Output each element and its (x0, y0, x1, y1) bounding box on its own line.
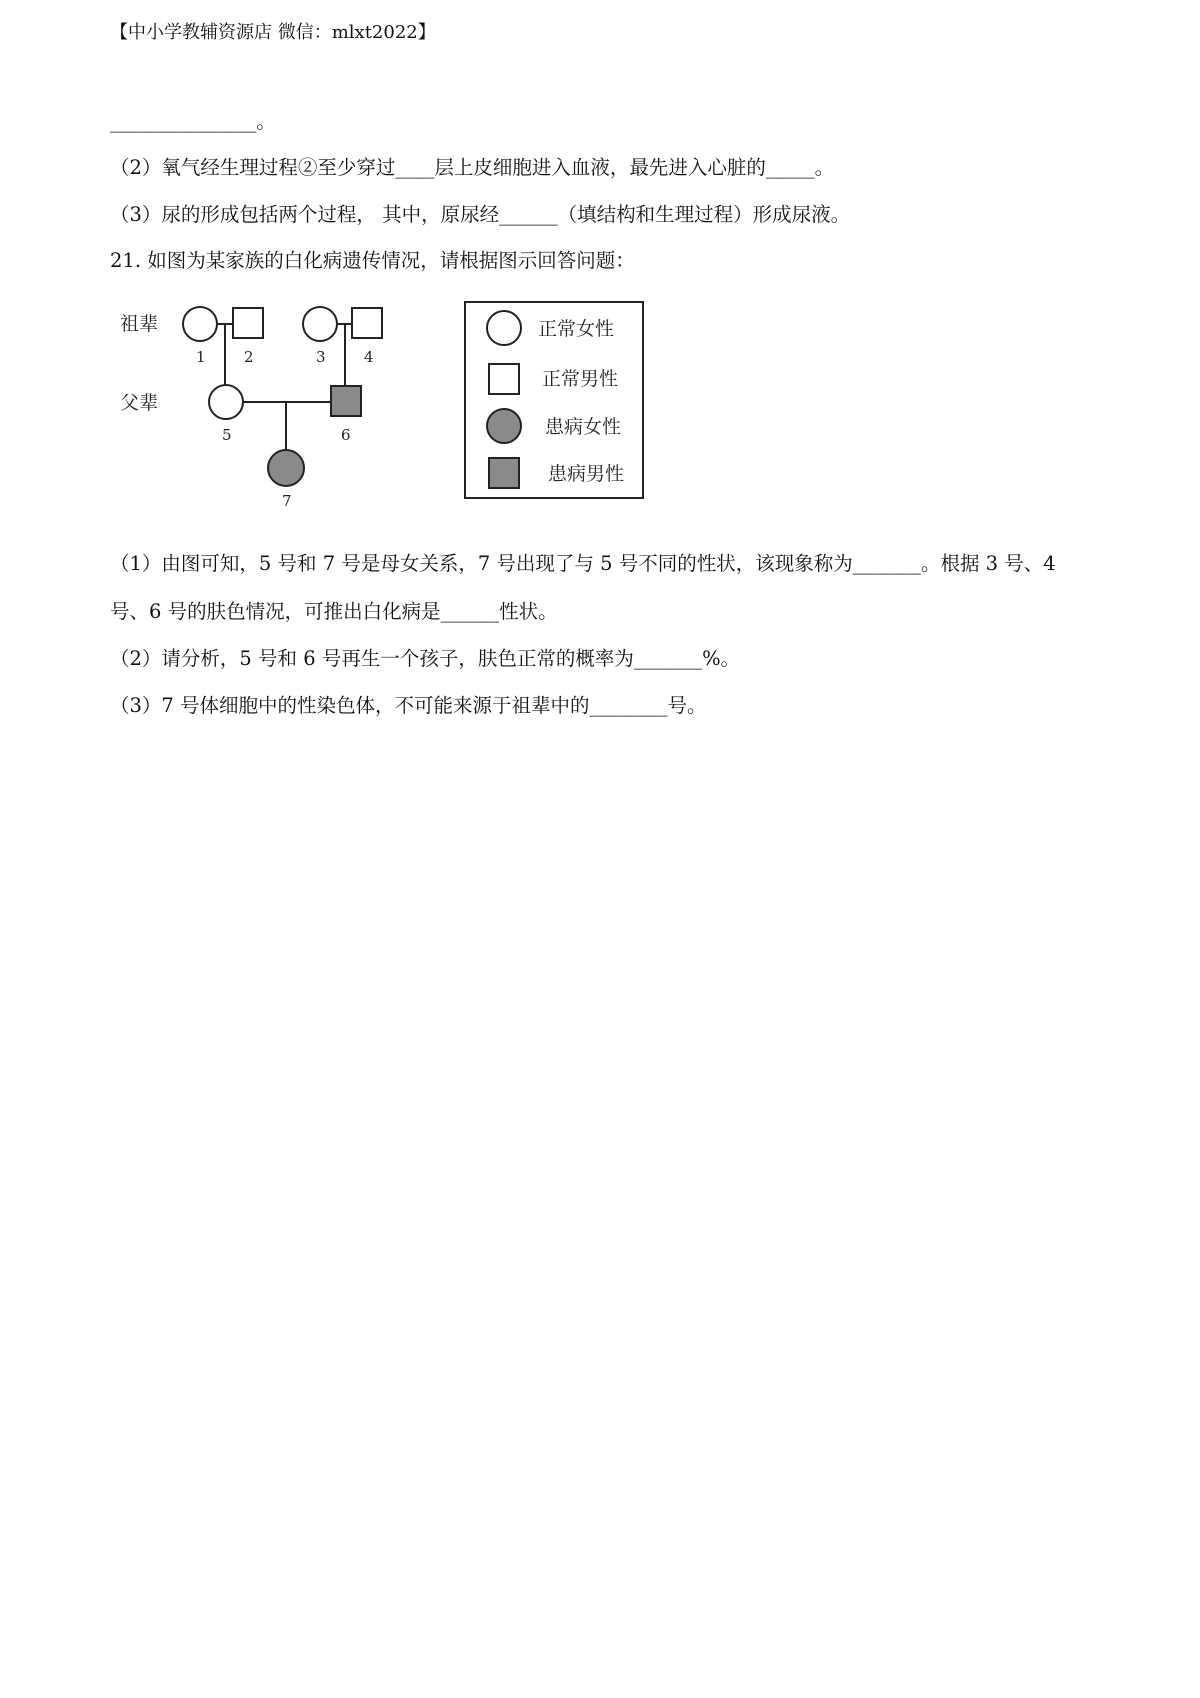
member-1-number: 1 (196, 348, 206, 366)
legend-affected-male-icon (489, 458, 519, 488)
member-3-normal-female (303, 307, 337, 341)
legend-normal-male-label: 正常男性 (542, 368, 619, 390)
member-4-normal-male (352, 308, 382, 338)
generation-label-grandparents: 祖辈 (120, 313, 159, 335)
question-20-part-3: （3）尿的形成包括两个过程， 其中，原尿经______（填结构和生理过程）形成尿液。 (110, 203, 851, 226)
generation-label-parents: 父辈 (120, 392, 159, 414)
member-5-normal-female (209, 385, 243, 419)
question-21-part-1b: 号、6 号的肤色情况，可推出白化病是______性状。 (110, 600, 558, 623)
legend-normal-male-icon (489, 364, 519, 394)
legend-normal-female-label: 正常女性 (538, 318, 615, 340)
pedigree-chart (120, 292, 660, 524)
member-1-normal-female (183, 307, 217, 341)
member-3-number: 3 (316, 348, 326, 366)
legend-affected-male-label: 患病男性 (548, 463, 625, 485)
question-21-part-1a: （1）由图可知，5 号和 7 号是母女关系，7 号出现了与 5 号不同的性状，该现象称为_______。根据 3 号、4 (110, 552, 1056, 575)
member-6-affected-male (331, 386, 361, 416)
pedigree-figure (120, 292, 660, 524)
question-21-part-2: （2）请分析，5 号和 6 号再生一个孩子，肤色正常的概率为_______%。 (110, 647, 741, 670)
member-4-number: 4 (364, 348, 374, 366)
member-6-number: 6 (341, 426, 351, 444)
question-21-part-3: （3）7 号体细胞中的性染色体，不可能来源于祖辈中的________号。 (110, 694, 707, 717)
member-2-number: 2 (244, 348, 254, 366)
legend-affected-female-label: 患病女性 (545, 416, 622, 438)
question-21-stem: 21. 如图为某家族的白化病遗传情况，请根据图示回答问题： (110, 249, 635, 272)
answer-line-blank: _______________。 (110, 110, 276, 133)
legend-affected-female-icon (487, 409, 521, 443)
member-7-number: 7 (282, 492, 292, 510)
legend-normal-female-icon (487, 311, 521, 345)
member-5-number: 5 (222, 426, 232, 444)
member-7-affected-female (268, 450, 304, 486)
document-header: 【中小学教辅资源店 微信：mlxt2022】 (110, 22, 436, 43)
member-2-normal-male (233, 308, 263, 338)
question-20-part-2: （2）氧气经生理过程②至少穿过____层上皮细胞进入血液，最先进入心脏的_____。 (110, 156, 835, 179)
